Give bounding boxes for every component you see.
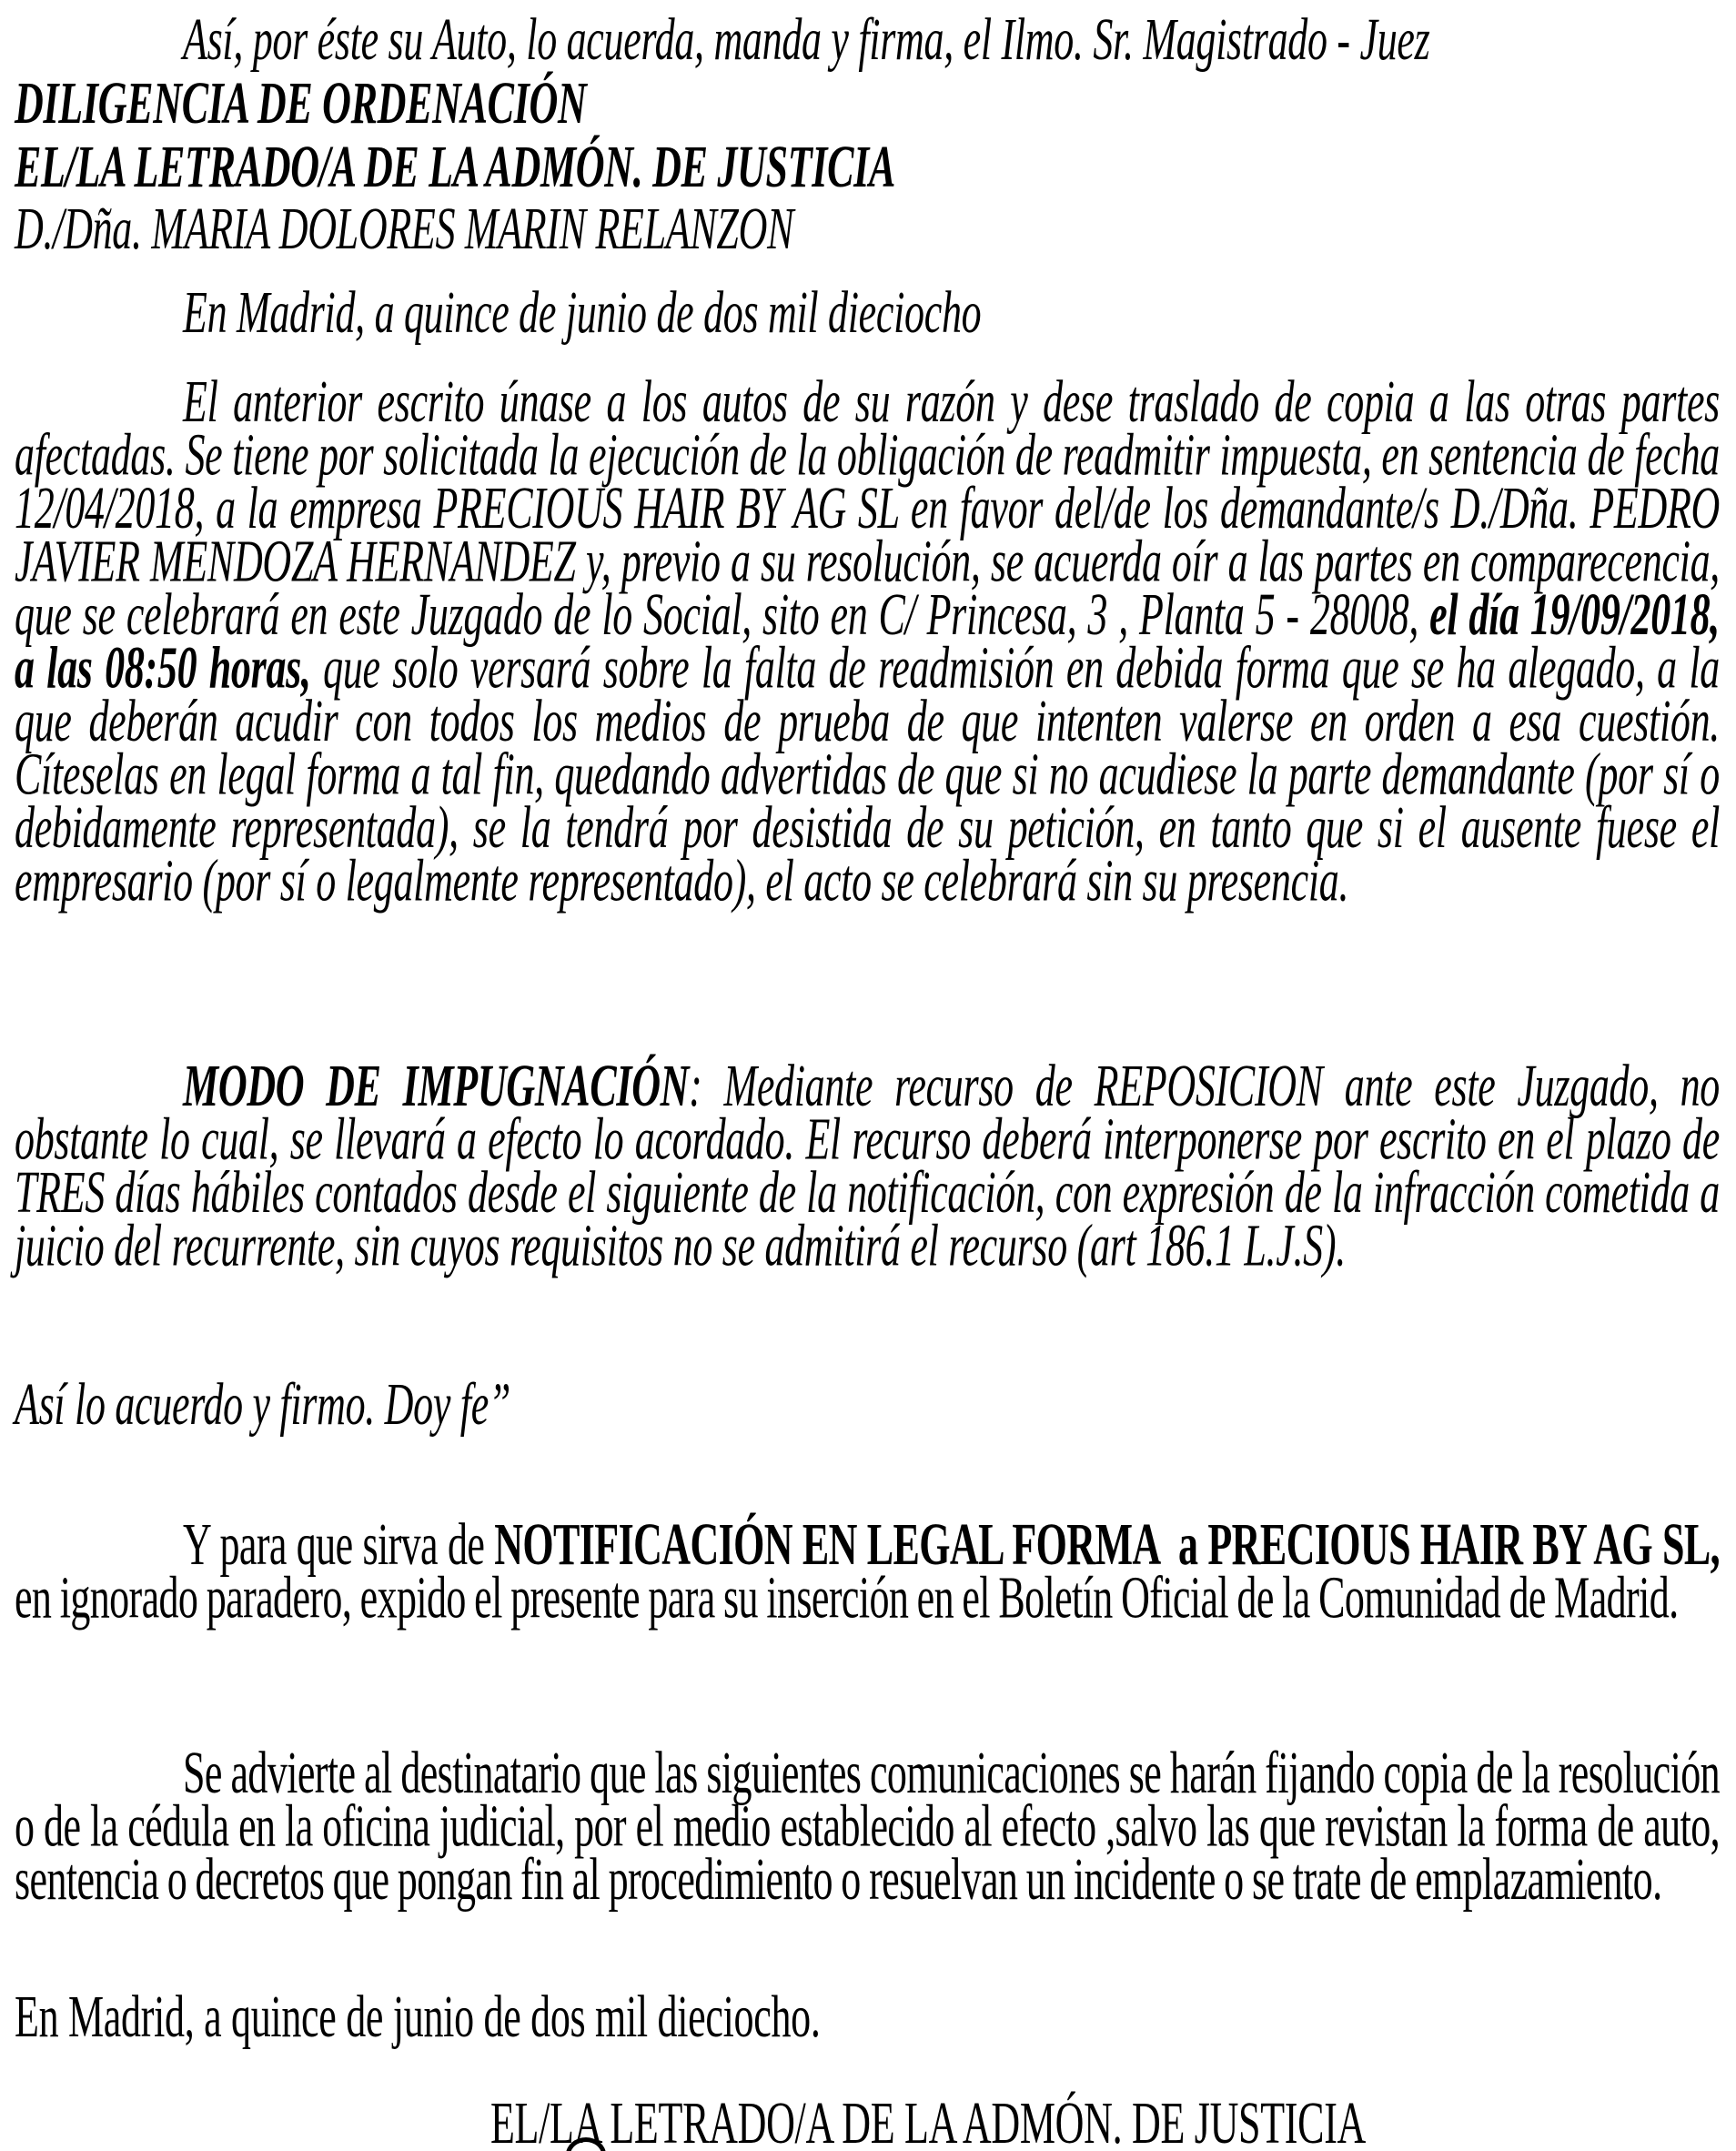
letrado-name-line: D./Dña. MARIA DOLORES MARIN RELANZON <box>15 195 794 262</box>
closing-doy-fe-line: Así lo acuerdo y firmo. Doy fe” <box>15 1370 511 1438</box>
text-run: : Mediante recurso de REPOSICION ante este Juzgado, no obstante lo cual, se llevará a efecto lo acordado. El recurso deberá interponerse por escrito en el plazo de TRES días hábiles contados desde el siguiente de la notificación, con expresión de la infracción cometida a juicio del recurrente, sin cuyos requisitos no se admitirá el recurso (art 186.1 L.J.S). <box>15 1052 1720 1279</box>
bold-run-hearing-date: el día 19/09/2018, a las 08:50 horas, <box>15 581 1720 702</box>
auto-order-line: Así, por éste su Auto, lo acuerda, manda y firma, el Ilmo. Sr. Magistrado - Juez <box>183 5 1430 73</box>
paragraph-modo-impugnacion <box>15 1052 1720 1279</box>
bold-run-modo-impugnacion: MODO DE IMPUGNACIÓN <box>183 1052 690 1119</box>
paragraph-notificacion <box>15 1510 1720 1631</box>
paragraph-readmision <box>15 368 1720 914</box>
bold-run-notificacion-legal-forma: NOTIFICACIÓN EN LEGAL FORMA a PRECIOUS HAIR BY AG SL, <box>494 1510 1720 1578</box>
heading-diligencia-de-ordenacion: DILIGENCIA DE ORDENACIÓN <box>15 69 587 136</box>
paragraph-advertencia: Se advierte al destinatario que las siguientes comunicaciones se harán fijando copia de la resolución o de la cédula en la oficina judicial, por el medio establecido al efecto ,salvo las que revistan la forma de auto, sentencia o decretos que pongan fin al procedimiento o resuelvan un incidente o se trate de emplazamiento. <box>15 1739 1720 1913</box>
date-line-madrid-2: En Madrid, a quince de junio de dos mil dieciocho. <box>15 1983 821 2050</box>
date-line-madrid-1: En Madrid, a quince de junio de dos mil dieciocho <box>183 278 982 346</box>
signature-title: EL/LA LETRADO/A DE LA ADMÓN. DE JUSTICIA <box>490 2089 1367 2151</box>
text-run: en ignorado paradero, expido el presente para su inserción en el Boletín Oficial de la Comunidad de Madrid. <box>15 1564 1679 1631</box>
heading-letrado-admon-justicia: EL/LA LETRADO/A DE LA ADMÓN. DE JUSTICIA <box>15 133 896 200</box>
text-run: Y para que sirva de <box>183 1510 495 1578</box>
text-run: El anterior escrito únase a los autos de su razón y dese traslado de copia a las otras partes afectadas. Se tiene por solicitada la ejecución de la obligación de readmitir impuesta, en sentencia de fecha 12/04/2018, a la empresa PRECIOUS HAIR BY AG SL en favor del/de los demandante/s D./Dña. PEDRO JAVIER MENDOZA HERNANDEZ y, previo a su resolución, se acuerda oír a las partes en comparecencia, que se celebrará en este Juzgado de lo Social, sito en C/ Princesa, 3 , Planta 5 - 28008, <box>15 368 1720 648</box>
text-run: que solo versará sobre la falta de readmisión en debida forma que se ha alegado, a la que deberán acudir con todos los medios de prueba de que intenten valerse en orden a esa cuestión. Cíteselas en legal forma a tal fin, quedando advertidas de que si no acudiese la parte demandante (por sí o debidamente representada), se la tendrá por desistida de su petición, en tanto que si el ausente fuese el empresario (por sí o legalmente representado), el acto se celebrará sin su presencia. <box>15 634 1720 914</box>
